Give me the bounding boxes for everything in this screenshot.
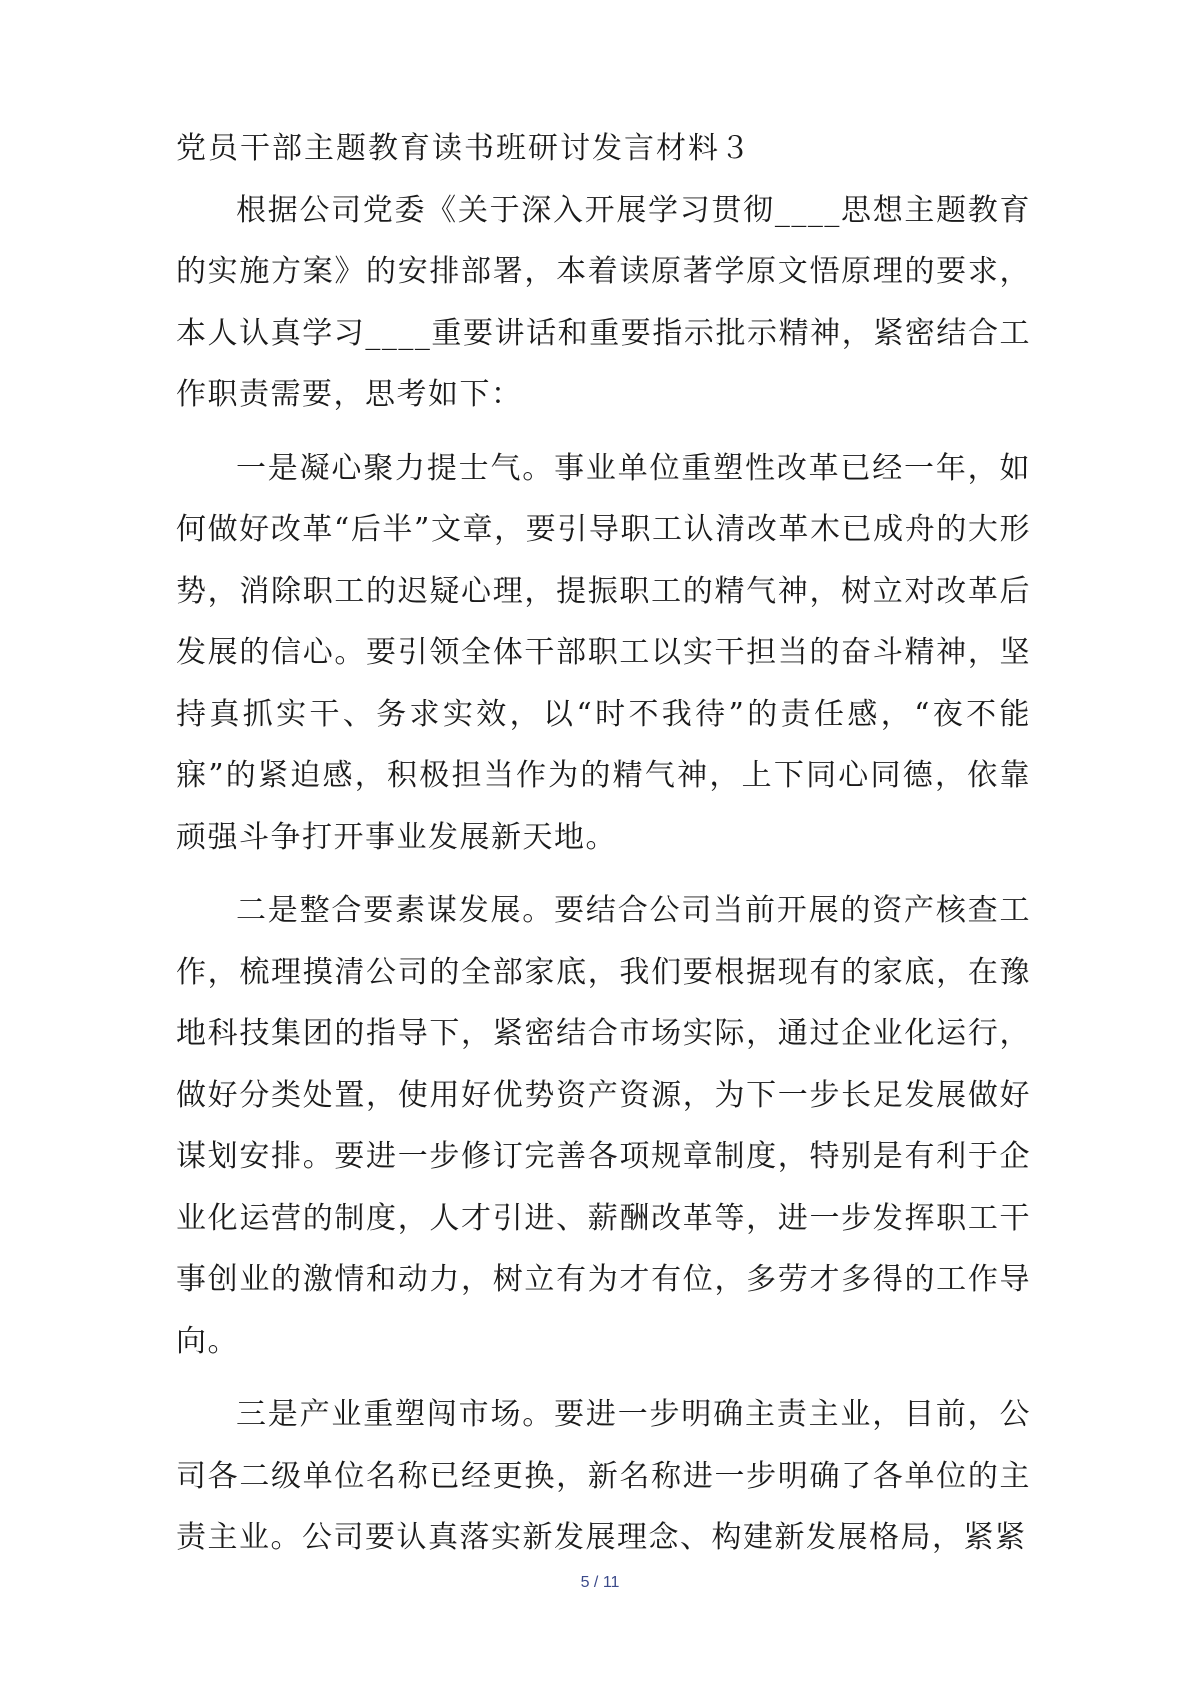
paragraph-point-one: 一是凝心聚力提士气。事业单位重塑性改革已经一年，如何做好改革“后半”文章，要引导职工认清改革木已成舟的大形势，消除职工的迟疑心理，提振职工的精气神，树立对改革后发展的信心。要引领全体干部职工以实干担当的奋斗精神，坚持真抓实干、务求实效，以“时不我待”的责任感，“夜不能寐”的紧迫感，积极担当作为的精气神，上下同心同德，依靠顽强斗争打开事业发展新天地。 [176, 450, 1031, 855]
paragraph-point-two: 二是整合要素谋发展。要结合公司当前开展的资产核查工作，梳理摸清公司的全部家底，我们要根据现有的家底，在豫地科技集团的指导下，紧密结合市场实际，通过企业化运行，做好分类处置，使用好优势资产资源，为下一步长足发展做好谋划安排。要进一步修订完善各项规章制度，特别是有利于企业化运营的制度，人才引进、薪酬改革等，进一步发挥职工干事创业的激情和动力，树立有为才有位，多劳才多得的工作导向。 [176, 893, 1031, 1359]
page-number: 5 / 11 [580, 1574, 620, 1591]
document-body [176, 118, 1031, 1569]
paragraph-point-three: 三是产业重塑闯市场。要进一步明确主责主业，目前，公司各二级单位名称已经更换，新名称进一步明确了各单位的主责主业。公司要认真落实新发展理念、构建新发展格局，紧紧 [176, 1397, 1031, 1555]
document-title: 党员干部主题教育读书班研讨发言材料３ [176, 131, 752, 166]
paragraph-intro: 根据公司党委《关于深入开展学习贯彻____思想主题教育的实施方案》的安排部署，本着读原著学原文悟原理的要求，本人认真学习____重要讲话和重要指示批示精神，紧密结合工作职责需要，思考如下： [176, 192, 1031, 412]
